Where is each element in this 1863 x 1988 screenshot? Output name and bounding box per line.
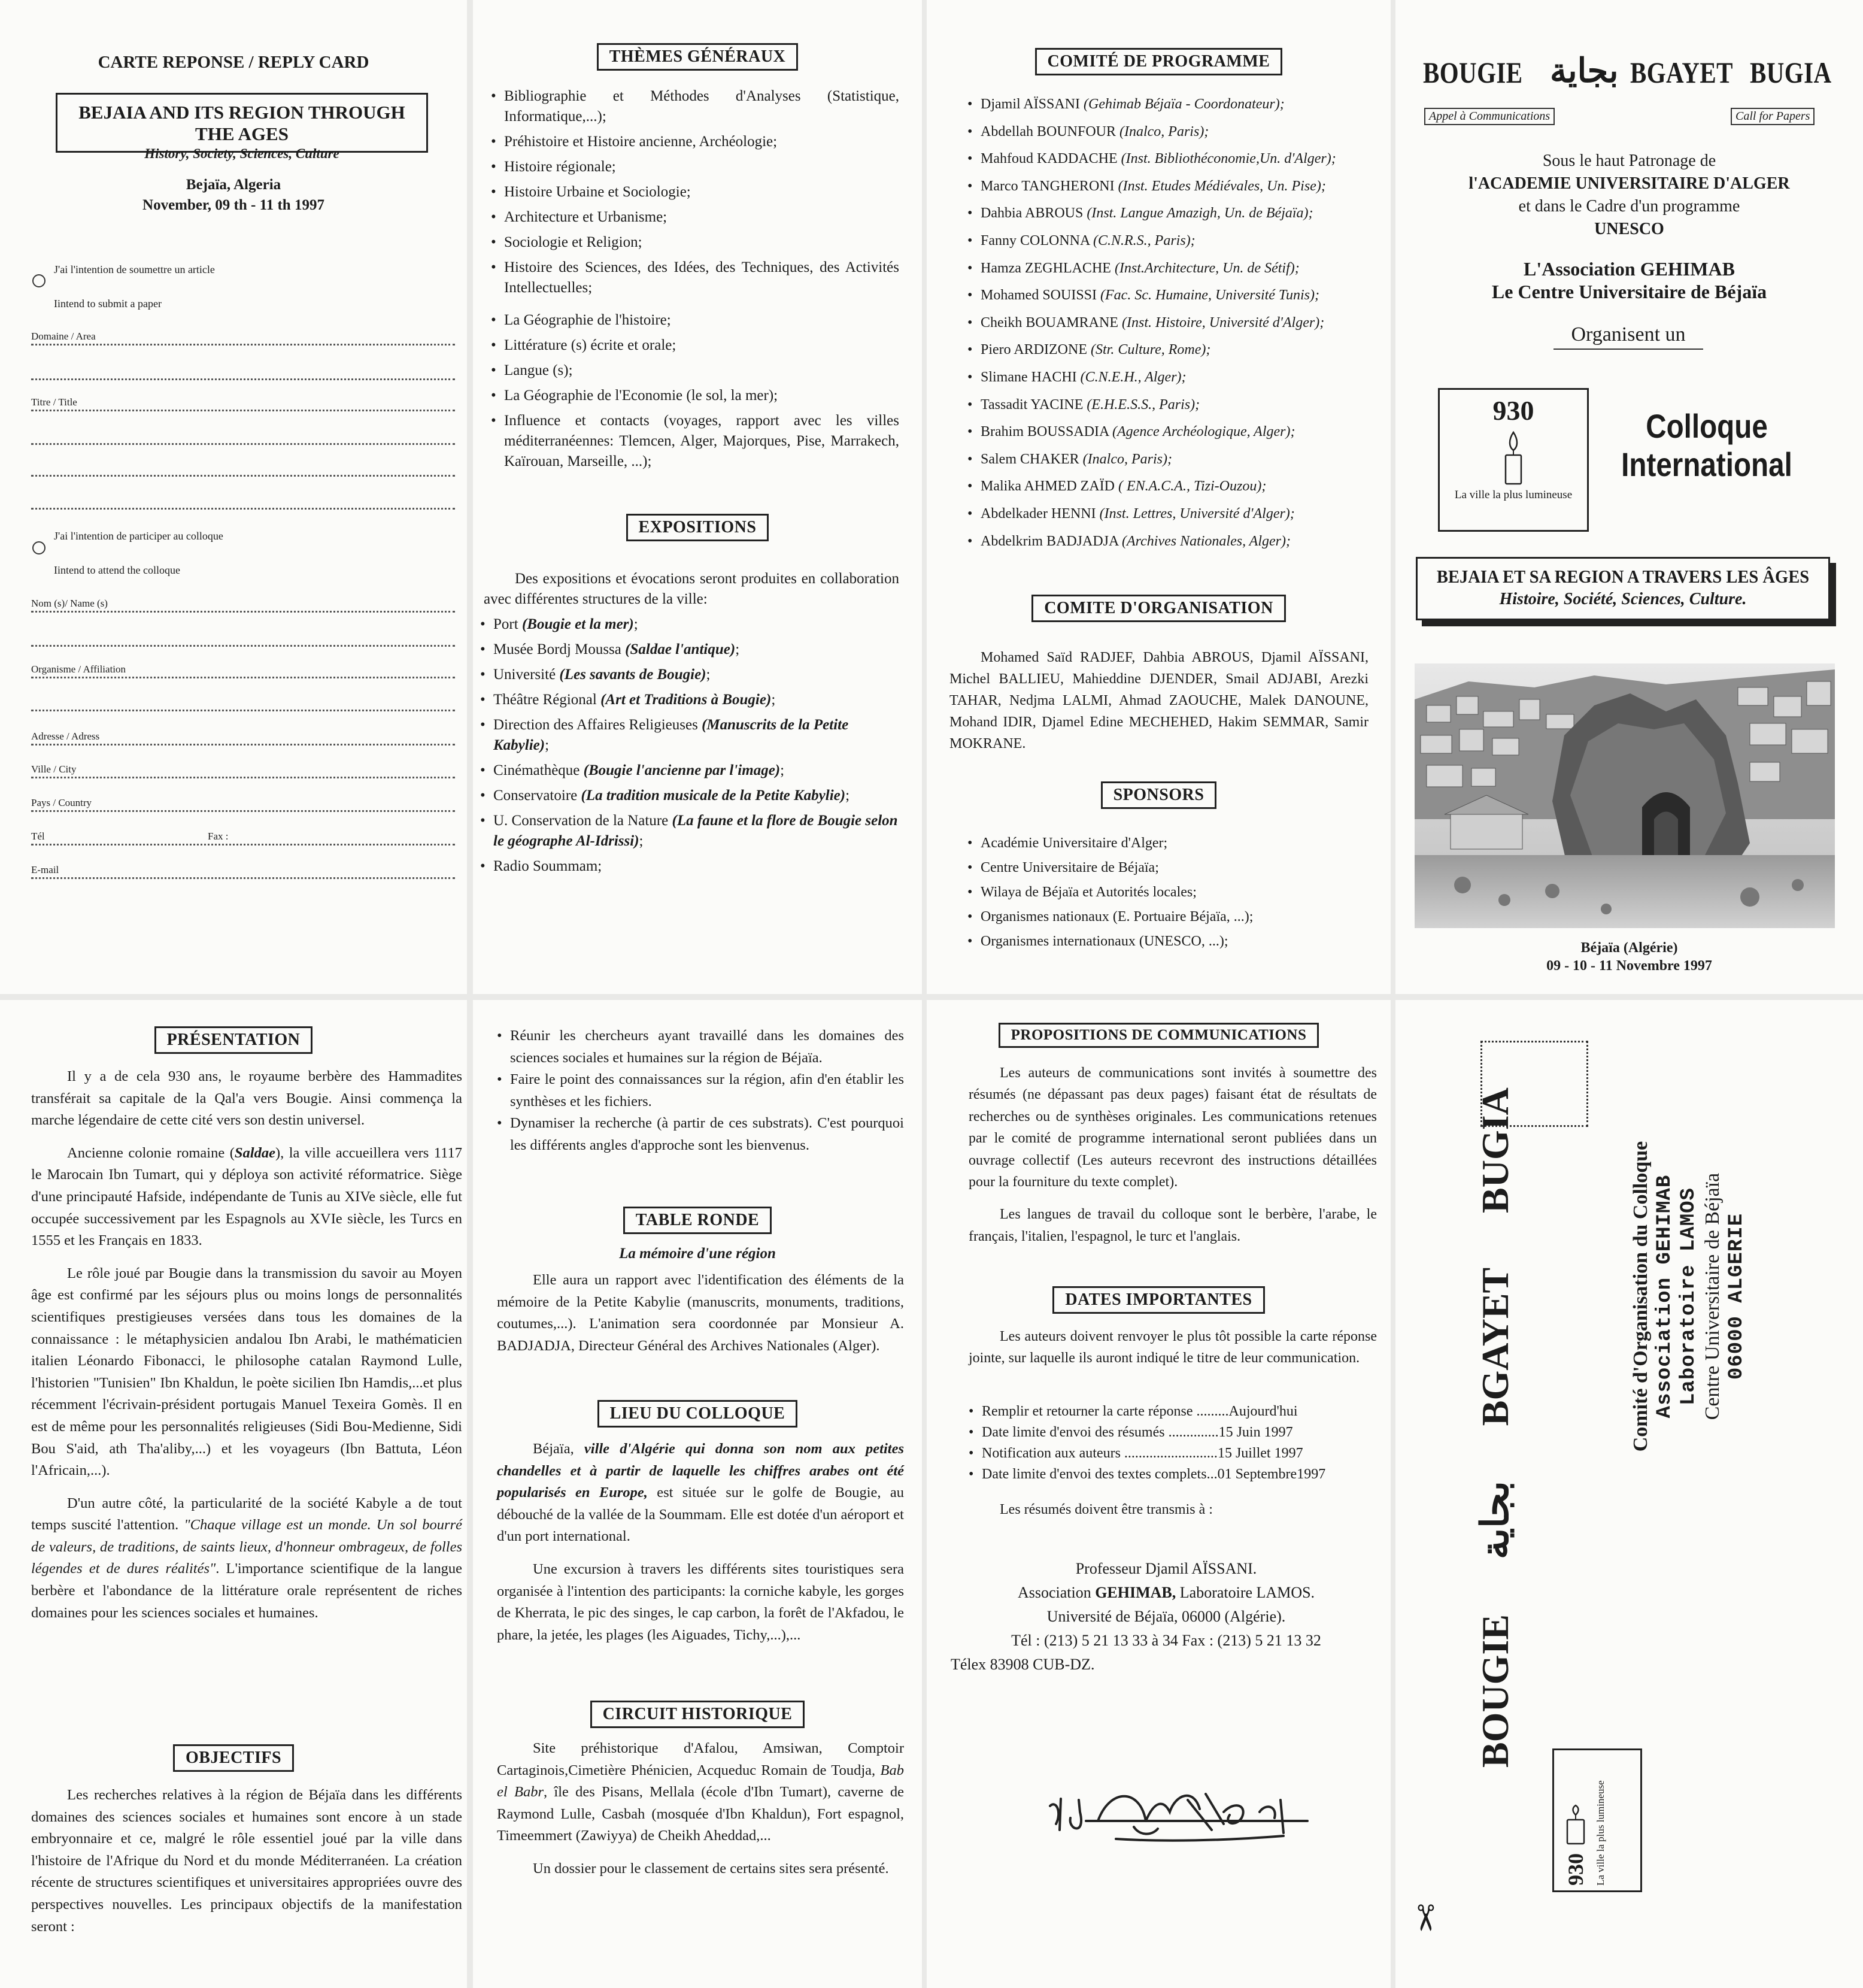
member-name: Abdellah BOUNFOUR — [981, 123, 1119, 140]
exposition-venue: Musée Bordj Moussa — [493, 641, 626, 657]
member-name: Abdelkrim BADJADJA — [981, 533, 1122, 549]
member-affiliation: (Agence Archéologique, Alger); — [1112, 424, 1295, 440]
member-affiliation: (Str. Culture, Rome); — [1090, 342, 1211, 358]
date-value: 01 Septembre1997 — [1217, 1466, 1326, 1482]
exposition-venue: Université — [493, 666, 560, 683]
exposition-venue: Cinémathèque — [493, 762, 584, 778]
email-field[interactable] — [31, 864, 455, 876]
exposition-venue: Théâtre Régional — [493, 692, 601, 708]
themes-list — [491, 86, 899, 472]
scissors-icon: ✂ — [1405, 1902, 1445, 1934]
committee-member — [967, 364, 1386, 392]
committee-member — [967, 282, 1386, 310]
domain-field[interactable] — [31, 331, 455, 343]
list-item: • Organismes internationaux (UNESCO, ...); — [967, 929, 1380, 954]
organisation-field[interactable] — [31, 663, 455, 675]
title-field[interactable] — [31, 396, 455, 408]
date-label: Date limite d'envoi des textes complets... — [982, 1466, 1218, 1482]
objectifs-paragraph: Les recherches relatives à la région de Béjaïa dans les différents domaines des sciences sociales et humaines sont encore à un stade embryonnaire et ce, malgré le rôle essentiel joué par la ville dans l'histoire de l'Afrique du Nord et du monde Méditerranéen. La création récente de structures scientifiques et universitaires appropriées ouvre des perspectives nouvelles. Les principaux objectifs de la manifestation seront : — [31, 1787, 462, 1935]
propositions-paragraph-2: Les langues de travail du colloque sont le berbère, l'arabe, le français, l'italien, l'espagnol, le turc et l'anglais. — [969, 1207, 1377, 1244]
lieu-text — [497, 1438, 904, 1646]
committee-member — [967, 255, 1386, 283]
presentation-p4-start: D'un autre côté, la particularité de la société Kabyle a de tout temps suscité l'attention. — [31, 1495, 462, 1534]
envelope-name-arabic: بجاية — [1474, 1481, 1516, 1559]
committee-member — [967, 528, 1386, 556]
member-affiliation: (Gehimab Béjaïa - Coordonateur); — [1084, 96, 1285, 112]
important-date — [969, 1464, 1377, 1485]
list-item: • La Géographie de l'histoire; — [491, 310, 899, 331]
attend-colloque-radio[interactable] — [32, 541, 45, 554]
member-name: Mohamed SOUISSI — [981, 287, 1101, 304]
exposition-end: ; — [639, 833, 644, 849]
circuit-paragraph-2: Un dossier pour le classement de certains sites sera présenté. — [533, 1860, 889, 1877]
submit-paper-label-en: Iintend to submit a paper — [54, 298, 162, 310]
title-label: Titre / Title — [31, 396, 77, 408]
dates-list — [969, 1401, 1377, 1485]
logo-caption: La ville la plus lumineuse — [1454, 489, 1573, 501]
cover-place-dates — [1395, 939, 1863, 975]
member-affiliation: (Inst. Lettres, Université d'Alger); — [1099, 505, 1295, 522]
country-label: Pays / Country — [31, 797, 92, 808]
candle-icon — [1495, 429, 1531, 486]
member-name: Djamil AÏSSANI — [981, 96, 1084, 112]
colloque-line-1: Colloque — [1646, 407, 1768, 445]
list-item: • Académie Universitaire d'Alger; — [967, 831, 1380, 856]
presentation-paragraph-2 — [31, 1143, 462, 1252]
table-ronde-text — [497, 1269, 904, 1357]
envelope-address — [1629, 1099, 1749, 1494]
exposition-end: ; — [633, 616, 638, 632]
reply-card-place-date — [0, 175, 467, 216]
exposition-item — [480, 614, 899, 635]
envelope-title — [1473, 1087, 1518, 1768]
exposition-theme: (La tradition musicale de la Petite Kabylie) — [581, 787, 846, 804]
contact-university: Université de Béjaïa, 06000 (Algérie). — [1046, 1608, 1286, 1625]
logo-930 — [1438, 388, 1589, 532]
list-item: • Réunir les chercheurs ayant travaillé dans les domaines des sciences sociales et humaines sur la région de Béjaïa. — [497, 1025, 904, 1069]
circuit-p1-start: Site préhistorique d'Afalou, Amsiwan, Comptoir Cartaginois,Cimetière Phénicien, Acqueduc Romain de Toudja, — [497, 1740, 904, 1778]
bejaia-ruins-photo — [1415, 663, 1835, 928]
committee-member — [967, 392, 1386, 419]
list-item: • Dynamiser la recherche (à partir de ces substrats). C'est pourquoi les différents angles d'approche sont les bienvenus. — [497, 1113, 904, 1156]
presentation-panel — [0, 1000, 467, 1988]
saldae-emphasis: Saldae — [234, 1144, 275, 1161]
french-subtitle: Histoire, Société, Sciences, Culture. — [1499, 590, 1747, 608]
member-affiliation: (C.N.R.S., Paris); — [1093, 232, 1196, 249]
country-field[interactable] — [31, 797, 455, 809]
member-affiliation: (Inalco, Paris); — [1082, 451, 1172, 467]
appel-label: Appel à Communications — [1424, 108, 1555, 125]
program-details-panel — [473, 1000, 922, 1988]
circuit-paragraph-1 — [497, 1738, 904, 1847]
committee-member — [967, 173, 1386, 201]
organisation-committee-text: Mohamed Saïd RADJEF, Dahbia ABROUS, Djamil AÏSSANI, Michel BALLIEU, Mahieddine DJENDER, Smail ADJABI, Arezki TAHAR, Nedjma LALMI, Ahmad ZAOUCHE, Malek DANOUNE, Mohand IDIR, Djamel Edine MECHEHED, Hakim SEMMAR, Samir MOKRANE. — [949, 650, 1369, 751]
lieu-p1-end: est située sur le golfe de Bougie, au débouché de la vallée de la Soummam. Elle est dotée d'un aéroport et d'un port international. — [497, 1484, 905, 1545]
committee-member — [967, 200, 1386, 228]
member-affiliation: (Fac. Sc. Humaine, Université Tunis); — [1100, 287, 1319, 304]
list-item: • Influence et contacts (voyages, rapport avec les villes méditerranéennes: Tlemcen, Alger, Majorques, Pise, Marrakech, Kaïrouan, Marseille, ...); — [491, 411, 899, 472]
exposition-theme: (Bougie et la mer) — [521, 616, 634, 632]
association-prefix: Association — [1017, 1584, 1096, 1601]
date-label: Date limite d'envoi des résumés .............. — [982, 1425, 1219, 1440]
submissions-panel — [927, 1000, 1391, 1988]
important-date — [969, 1401, 1377, 1422]
french-title: BEJAIA ET SA REGION A TRAVERS LES ÂGES — [1436, 566, 1810, 587]
member-affiliation: (Inst. Bibliothéconomie,Un. d'Alger); — [1121, 151, 1336, 167]
themes-heading: THÈMES GÉNÉRAUX — [597, 43, 799, 71]
address-label: Adresse / Adress — [31, 731, 100, 742]
member-name: Malika AHMED ZAÏD — [981, 478, 1118, 495]
lieu-p1-start: Béjaïa, — [533, 1441, 584, 1457]
contact-telex: Télex 83908 CUB-DZ. — [951, 1656, 1095, 1673]
envelope-name-bgayet: BGAYET — [1474, 1268, 1516, 1426]
presentation-text — [31, 1066, 462, 1624]
member-affiliation: (Inst.Architecture, Un. de Sétif); — [1114, 260, 1300, 276]
exposition-end: ; — [735, 641, 740, 657]
contact-association — [951, 1581, 1382, 1605]
list-item: • Histoire régionale; — [491, 157, 899, 177]
tel-fax-field[interactable] — [31, 831, 455, 843]
exposition-theme: (Saldae l'antique) — [625, 641, 736, 657]
exposition-venue: U. Conservation de la Nature — [493, 813, 672, 829]
attend-label-en: Iintend to attend the colloque — [54, 564, 180, 576]
themes-panel — [473, 0, 922, 994]
date-value: Aujourd'hui — [1228, 1404, 1298, 1419]
submit-paper-label-fr: J'ai l'intention de soumettre un article — [54, 263, 215, 275]
lieu-paragraph-1 — [497, 1438, 904, 1548]
presentation-p4-end: . L'importance scientifique de la langue berbère et l'abondance de la littérature orale représentent de riches domaines pour les sciences sociales et humaines. — [31, 1560, 462, 1621]
list-item: • Sociologie et Religion; — [491, 232, 899, 253]
date-value: 15 Juillet 1997 — [1217, 1445, 1303, 1461]
list-item: • Bibliographie et Méthodes d'Analyses (Statistique, Informatique,...); — [491, 86, 899, 127]
list-item: • Faire le point des connaissances sur la région, afin d'en établir les synthèses et les fichiers. — [497, 1069, 904, 1113]
envelope-addr-3: Laboratoire LAMOS — [1677, 1187, 1700, 1405]
address-field[interactable] — [31, 731, 455, 743]
colloque-line-2: International — [1621, 446, 1792, 483]
circuit-text — [497, 1738, 904, 1880]
list-item: • Organismes nationaux (E. Portuaire Béjaïa, ...); — [967, 905, 1380, 929]
objectifs-heading: OBJECTIFS — [173, 1744, 294, 1772]
organisers-block — [1395, 257, 1863, 303]
circuit-heading: CIRCUIT HISTORIQUE — [590, 1701, 805, 1728]
envelope-name-bugia: BUGIA — [1474, 1087, 1516, 1213]
committee-member — [967, 91, 1386, 119]
attend-label-fr: J'ai l'intention de participer au colloque — [54, 530, 223, 542]
patron-line-1: Sous le haut Patronage de — [1542, 151, 1716, 170]
list-item: • Littérature (s) écrite et orale; — [491, 335, 899, 356]
cover-place: Béjaïa (Algérie) — [1580, 940, 1678, 956]
exposition-theme: (Manuscrits de la Petite Kabylie) — [493, 717, 849, 753]
member-name: Cheikh BOUAMRANE — [981, 314, 1122, 331]
exposition-end: ; — [845, 787, 850, 804]
list-item: • Histoire Urbaine et Sociologie; — [491, 182, 899, 202]
committee-member — [967, 228, 1386, 255]
list-item: • Langue (s); — [491, 360, 899, 381]
colloque-international-title — [1610, 407, 1804, 484]
exposition-theme: (La faune et la flore de Bougie selon le géographe Al-Idrissi) — [493, 813, 898, 849]
organisent-label: Organisent un — [1553, 323, 1703, 350]
envelope-name-bougie: BOUGIE — [1474, 1614, 1516, 1768]
presentation-paragraph-3: Le rôle joué par Bougie dans la transmission du savoir au Moyen âge est confirmé par les séjours plus ou moins longs de personnalités scientifiques prestigieuses versées dans tous les domaines de la connaissance : le métaphysicien andalou Ibn Arabi, le mathématicien italien Léonardo Fibonacci, le philosophe catalan Raymond Lulle, l'historien "Tunisien" Ibn Khaldun, le poète sicilien Ibn Hamdis,...et plus récemment l'écrivain-président portugais Manuel Texeira Gomès. Il en est de même pour les personnalités religieuses (Sidi Bou-Medienne, Sidi Bou S'aid, ath Tha'aliby,...) et les voyageurs (Ibn Battuta, Léon l'Africain,...). — [31, 1265, 462, 1479]
list-item: • Histoire des Sciences, des Idées, des Techniques, des Activités Intellectuelles; — [491, 257, 899, 298]
envelope-logo-number: 930 — [1564, 1853, 1588, 1886]
presentation-paragraph-1: Il y a de cela 930 ans, le royaume berbère des Hammadites transférait sa capitale de la Qal'a vers Bougie. Ainsi commença la marche légendaire de cette cité vers son destin universel. — [31, 1068, 462, 1129]
logo-number: 930 — [1492, 395, 1534, 426]
circuit-p1-end: , île des Pisans, Mellala (école d'Ibn Tumart), caverne de Raymond Lulle, Casbah (mosquée d'Ibn Khaldun), Fort espagnol, Timeemmert (Zawiyya) de Cheikh Aheddad,... — [497, 1784, 904, 1844]
lieu-heading: LIEU DU COLLOQUE — [597, 1400, 798, 1428]
reply-card-event-box — [56, 93, 428, 161]
list-item: • La Géographie de l'Economie (le sol, la mer); — [491, 386, 899, 406]
member-affiliation: (Inst. Histoire, Université d'Alger); — [1122, 314, 1325, 331]
committee-member — [967, 337, 1386, 364]
expositions-list — [480, 614, 899, 877]
important-date — [969, 1422, 1377, 1443]
assoc-line-2: Le Centre Universitaire de Béjaïa — [1491, 281, 1767, 302]
exposition-item — [480, 760, 899, 781]
table-ronde-paragraph: Elle aura un rapport avec l'identification des éléments de la mémoire de la Petite Kabylie (manuscrits, monuments, traditions, coutumes,...). L'animation sera coordonnée par Monsieur A. BADJADJA, Directeur Général des Archives Nationales (Alger). — [497, 1272, 904, 1354]
committee-member — [967, 473, 1386, 501]
contact-address — [951, 1557, 1382, 1677]
exposition-item — [480, 690, 899, 710]
french-title-box — [1416, 557, 1830, 620]
envelope-panel — [1395, 1000, 1863, 1988]
exposition-end: ; — [706, 666, 711, 683]
lieu-paragraph-2: Une excursion à travers les différents sites touristiques sera organisée à l'intention des participants: la corniche kabyle, les gorges de Kherrata, le pic des singes, le cap carbon, la forêt de l'Akfadou, le phare, la jetée, les plages (les Aiguades, Tichy,...),... — [497, 1560, 904, 1643]
committees-panel — [927, 0, 1391, 994]
event-subtitle-en: History, Society, Sciences, Culture — [144, 146, 339, 161]
patron-line-4: UNESCO — [1594, 220, 1664, 238]
cover-panel — [1395, 0, 1863, 994]
reply-card-place: Bejaïa, Algeria — [186, 177, 281, 193]
cover-name-arabic: بجاية — [1550, 53, 1619, 90]
bab-el-babr: Bab el Babr — [497, 1762, 904, 1801]
envelope-addr-5: 06000 ALGERIE — [1725, 1213, 1748, 1380]
objectifs-text — [31, 1784, 462, 1938]
list-item: • Préhistoire et Histoire ancienne, Archéologie; — [491, 132, 899, 152]
lieu-emphasis: ville d'Algérie qui donna son nom aux petites chandelles et à partir de laquelle les chiffres arabes ont été popularisés en Europe, — [497, 1441, 904, 1501]
quote-emphasis: "Chaque village est un monde. Un sol bourré de valeurs, de traditions, de saints lieux, d'honneur ombrageux, de folles légendes et de dures réalités" — [31, 1517, 462, 1577]
exposition-theme: (Bougie l'ancienne par l'image) — [583, 762, 781, 778]
committee-member — [967, 446, 1386, 474]
exposition-venue: Port — [493, 616, 522, 632]
tel-label: Tél — [31, 831, 45, 842]
city-label: Ville / City — [31, 763, 77, 775]
dates-intro: Les auteurs doivent renvoyer le plus tôt possible la carte réponse jointe, sur laquelle ils auront indiqué le titre de leur communication. — [969, 1329, 1377, 1366]
committee-member — [967, 146, 1386, 173]
patronage-block — [1395, 150, 1863, 241]
exposition-item — [480, 715, 899, 756]
presentation-p2-end: ), la ville accueillera vers 1117 le Marocain Ibn Tumart, qui y déploya son activité réformatrice. Siège d'une principauté Hafside, indépendante de Tunis au XIVe siècle, elle fut occupée successivement par les Espagnols au XVIe siècle, les Turcs en 1555 et les Français en 1833. — [31, 1144, 462, 1249]
city-field[interactable] — [31, 763, 455, 775]
photo-image — [1415, 663, 1835, 928]
name-label: Nom (s)/ Name (s) — [31, 598, 108, 609]
envelope-logo-930 — [1552, 1748, 1642, 1892]
exposition-item — [480, 786, 899, 806]
cover-dates: 09 - 10 - 11 Novembre 1997 — [1546, 958, 1712, 974]
member-affiliation: (Inst. Etudes Médiévales, Un. Pise); — [1118, 178, 1326, 194]
reply-card-dates: November, 09 th - 11 th 1997 — [142, 197, 324, 213]
exposition-item — [480, 665, 899, 685]
member-name: Hamza ZEGHLACHE — [981, 260, 1115, 276]
exposition-theme: (Les savants de Bougie) — [559, 666, 706, 683]
list-item: • Wilaya de Béjaïa et Autorités locales; — [967, 880, 1380, 905]
sponsors-heading: SPONSORS — [1101, 781, 1217, 809]
exposition-item — [480, 856, 899, 877]
member-name: Slimane HACHI — [981, 369, 1081, 385]
exposition-item — [480, 811, 899, 851]
call-label: Call for Papers — [1731, 108, 1815, 125]
organisation-heading: COMITE D'ORGANISATION — [1031, 595, 1286, 622]
reply-card-panel — [0, 0, 467, 994]
contact-phone: Tél : (213) 5 21 13 33 à 34 Fax : (213) 5 21 13 32 — [1011, 1632, 1321, 1649]
event-title-en: BEJAIA AND ITS REGION THROUGH THE AGES — [78, 102, 405, 144]
table-ronde-heading: TABLE RONDE — [623, 1207, 772, 1234]
association-name: GEHIMAB, — [1095, 1584, 1176, 1601]
handwritten-signature — [1044, 1776, 1325, 1848]
member-affiliation: ( EN.A.C.A., Tizi-Ouzou); — [1118, 478, 1267, 495]
member-affiliation: (Inalco, Paris); — [1119, 123, 1209, 140]
domain-label: Domaine / Area — [31, 331, 96, 342]
member-name: Brahim BOUSSADIA — [981, 424, 1113, 440]
sponsors-list — [967, 831, 1380, 954]
fax-label: Fax : — [208, 831, 229, 842]
member-name: Marco TANGHERONI — [981, 178, 1118, 194]
cover-name-bougie: BOUGIE — [1423, 56, 1523, 89]
date-label: Remplir et retourner la carte réponse ......... — [982, 1404, 1229, 1419]
dates-heading: DATES IMPORTANTES — [1052, 1286, 1264, 1314]
member-name: Fanny COLONNA — [981, 232, 1094, 249]
member-name: Dahbia ABROUS — [981, 205, 1087, 222]
committee-member — [967, 419, 1386, 446]
reply-card-title: CARTE REPONSE / REPLY CARD — [98, 53, 369, 72]
patron-line-2: l'ACADEMIE UNIVERSITAIRE D'ALGER — [1468, 174, 1790, 193]
exposition-venue: Direction des Affaires Religieuses — [493, 717, 702, 733]
member-name: Tassadit YACINE — [981, 396, 1087, 413]
envelope-addr-1: Comité d'Organisation du Colloque — [1630, 1141, 1652, 1452]
presentation-paragraph-4 — [31, 1493, 462, 1625]
exposition-theme: (Art et Traditions à Bougie) — [600, 692, 772, 708]
cover-name-bgayet: BGAYET — [1630, 56, 1733, 89]
committee-member — [967, 310, 1386, 337]
exposition-venue: Conservatoire — [493, 787, 581, 804]
envelope-addr-2: Association GEHIMAB — [1653, 1174, 1676, 1419]
propositions-text — [969, 1062, 1377, 1247]
exposition-venue: Radio Soummam; — [493, 858, 602, 874]
member-name: Abdelkader HENNI — [981, 505, 1100, 522]
expositions-intro: Des expositions et évocations seront produites en collaboration avec différentes structures de la ville: — [484, 571, 899, 607]
patron-line-3: et dans le Cadre d'un programme — [1518, 197, 1740, 216]
table-ronde-subtitle: La mémoire d'une région — [619, 1245, 776, 1262]
envelope-logo-inner — [1562, 1760, 1607, 1886]
programme-heading: COMITÉ DE PROGRAMME — [1035, 48, 1283, 75]
member-affiliation: (Archives Nationales, Alger); — [1122, 533, 1291, 549]
list-item: • Centre Universitaire de Béjaïa; — [967, 856, 1380, 880]
name-field[interactable] — [31, 598, 455, 610]
important-date — [969, 1443, 1377, 1464]
member-affiliation: (Inst. Langue Amazigh, Un. de Béjaïa); — [1087, 205, 1313, 222]
member-affiliation: (C.N.E.H., Alger); — [1080, 369, 1187, 385]
assoc-line-1: L'Association GEHIMAB — [1524, 258, 1735, 280]
propositions-paragraph-1: Les auteurs de communications sont invités à soumettre des résumés (ne dépassant pas deux pages) faisant état de résultats de recherches ou de synthèses originales. Les communications retenues par le comité de programme international seront publiées dans un ouvrage collectif (Les auteurs recevront des instructions détaillées pour la fourniture du texte complet). — [969, 1065, 1377, 1190]
committee-member — [967, 119, 1386, 146]
contact-name: Professeur Djamil AÏSSANI. — [1075, 1560, 1257, 1577]
committee-member — [967, 501, 1386, 528]
presentation-heading: PRÉSENTATION — [154, 1026, 313, 1054]
member-affiliation: (E.H.E.S.S., Paris); — [1087, 396, 1200, 413]
propositions-heading: PROPOSITIONS DE COMMUNICATIONS — [999, 1023, 1319, 1048]
presentation-p2-start: Ancienne colonie romaine ( — [67, 1144, 235, 1161]
objectifs-list — [497, 1025, 904, 1157]
envelope-logo-caption: La ville la plus lumineuse — [1595, 1780, 1606, 1886]
email-label: E-mail — [31, 864, 59, 875]
envelope-candle-icon — [1562, 1804, 1589, 1846]
exposition-item — [480, 640, 899, 660]
member-name: Mahfoud KADDACHE — [981, 151, 1121, 167]
date-value: 15 Juin 1997 — [1218, 1425, 1293, 1440]
exposition-end: ; — [780, 762, 785, 778]
member-name: Salem CHAKER — [981, 451, 1083, 467]
member-name: Piero ARDIZONE — [981, 342, 1091, 358]
expositions-heading: EXPOSITIONS — [626, 514, 769, 541]
programme-committee-list — [967, 91, 1386, 555]
list-item: • Architecture et Urbanisme; — [491, 207, 899, 228]
cover-name-bugia: BUGIA — [1750, 56, 1832, 89]
association-lab: Laboratoire LAMOS. — [1176, 1584, 1315, 1601]
envelope-addr-4: Centre Universitaire de Béjaïa — [1701, 1172, 1724, 1420]
transmit-label: Les résumés doivent être transmis à : — [1000, 1502, 1213, 1517]
submit-paper-radio[interactable] — [32, 274, 45, 287]
exposition-end: ; — [545, 737, 550, 753]
date-label: Notification aux auteurs .......................... — [982, 1445, 1218, 1461]
exposition-end: ; — [771, 692, 776, 708]
organisation-label: Organisme / Affiliation — [31, 663, 126, 675]
